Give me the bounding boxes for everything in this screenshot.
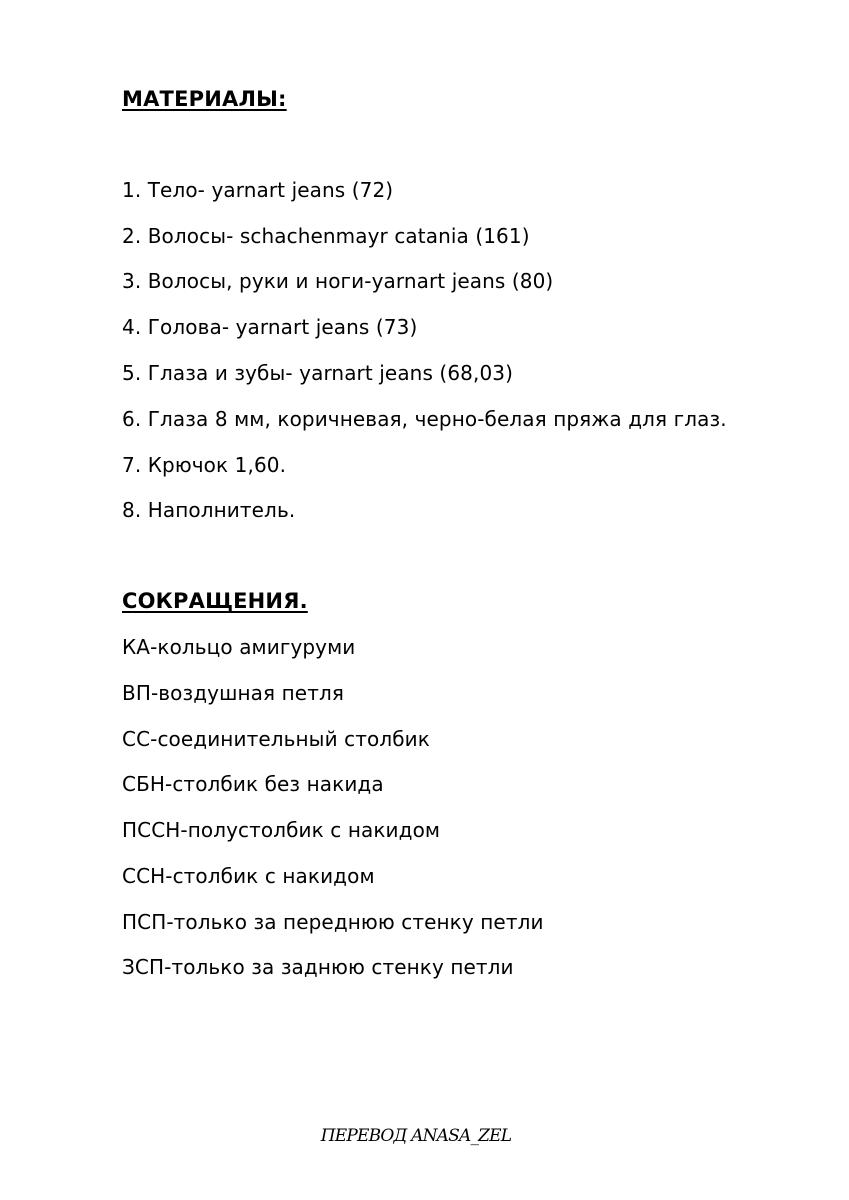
materials-item-2: 2. Волосы- schachenmayr catania (161) bbox=[122, 224, 530, 248]
abbreviation-item-vp: ВП-воздушная петля bbox=[122, 681, 344, 705]
materials-item-6: 6. Глаза 8 мм, коричневая, черно-белая пряжа для глаз. bbox=[122, 407, 727, 431]
abbreviation-item-sbn: СБН-столбик без накида bbox=[122, 772, 384, 796]
abbreviations-heading: СОКРАЩЕНИЯ. bbox=[122, 589, 308, 613]
materials-item-7: 7. Крючок 1,60. bbox=[122, 453, 287, 477]
abbreviation-item-ssn: ССН-столбик с накидом bbox=[122, 864, 375, 888]
materials-item-3: 3. Волосы, руки и ноги-yarnart jeans (80) bbox=[122, 269, 554, 293]
abbreviation-item-ka: КА-кольцо амигуруми bbox=[122, 635, 356, 659]
abbreviation-item-psp: ПСП-только за переднюю стенку петли bbox=[122, 910, 544, 934]
materials-item-8: 8. Наполнитель. bbox=[122, 498, 296, 522]
materials-heading: МАТЕРИАЛЫ: bbox=[122, 87, 287, 111]
materials-item-5: 5. Глаза и зубы- yarnart jeans (68,03) bbox=[122, 361, 513, 385]
translation-credit-footer: ПЕРЕВОД ANASA_ZEL bbox=[320, 1126, 512, 1146]
materials-item-1: 1. Тело- yarnart jeans (72) bbox=[122, 178, 394, 202]
materials-item-4: 4. Голова- yarnart jeans (73) bbox=[122, 315, 418, 339]
abbreviation-item-pssn: ПССН-полустолбик с накидом bbox=[122, 818, 441, 842]
abbreviation-item-zsp: ЗСП-только за заднюю стенку петли bbox=[122, 955, 514, 979]
abbreviation-item-ss: СС-соединительный столбик bbox=[122, 727, 430, 751]
